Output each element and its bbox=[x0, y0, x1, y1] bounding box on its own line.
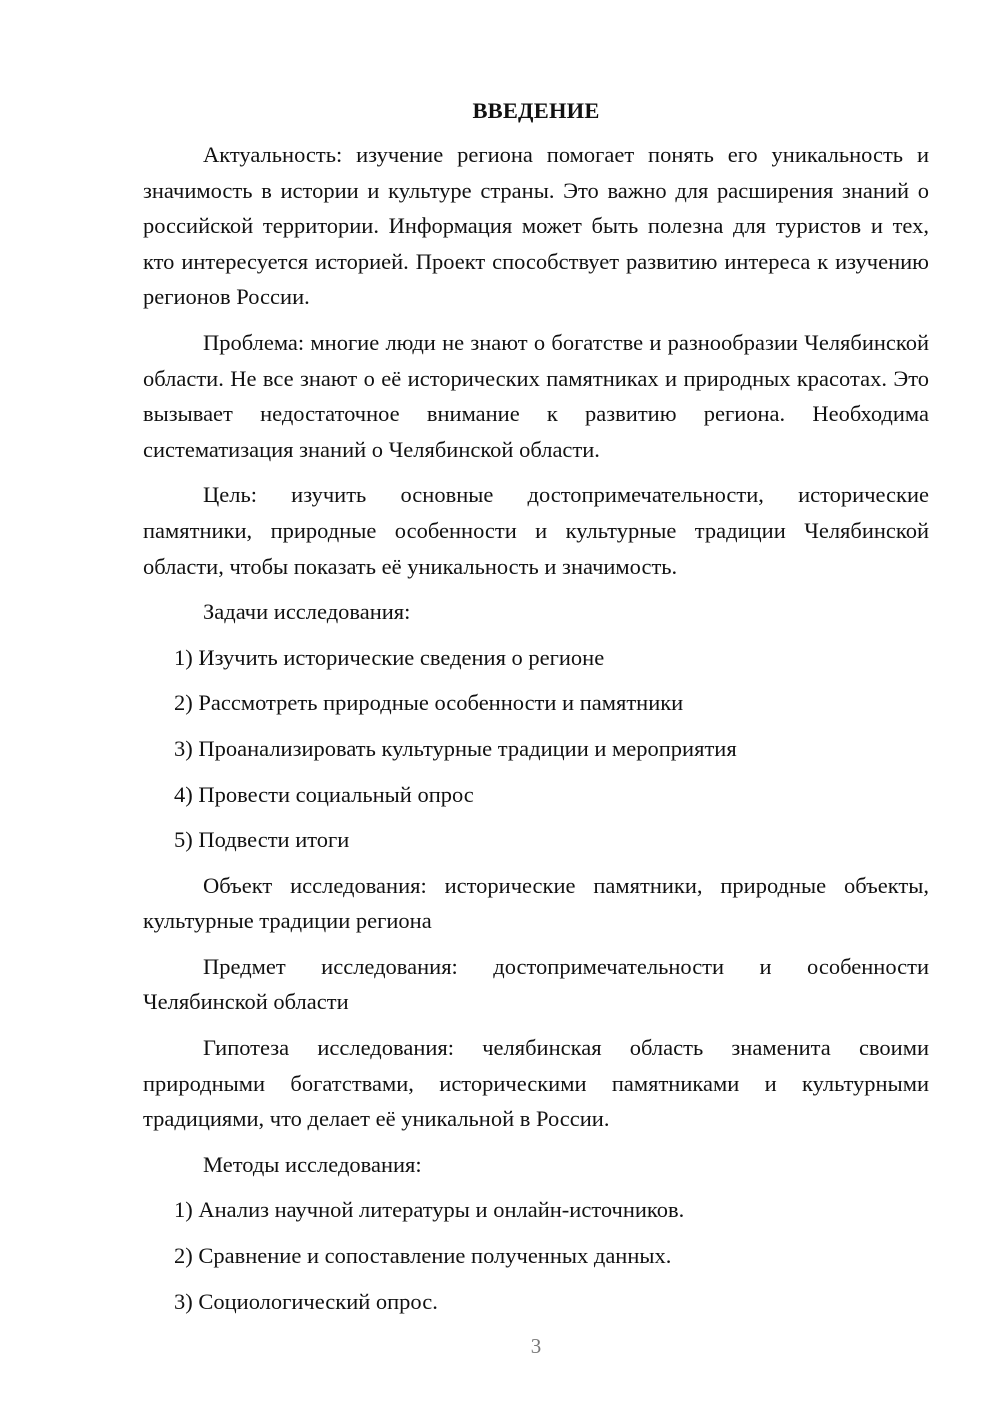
list-item: 3) Социологический опрос. bbox=[174, 1288, 438, 1314]
relevance-paragraph: Актуальность: изучение региона помогает понять его уникальность и значимость в истории и культуре страны. Это важно для расширения знаний о российской территории. Информация может быть полезна для туристов и тех, кто интересуется историей. Проект способствует развитию интереса к изучению регионов России. bbox=[143, 142, 929, 310]
page-content bbox=[143, 97, 929, 1329]
list-item: 2) Сравнение и сопоставление полученных данных. bbox=[174, 1243, 672, 1269]
tasks-heading: Задачи исследования: bbox=[203, 599, 411, 625]
list-item: 2) Рассмотреть природные особенности и памятники bbox=[174, 690, 684, 716]
list-item: 4) Провести социальный опрос bbox=[174, 781, 474, 807]
subject-paragraph: Предмет исследования: достопримечательности и особенности Челябинской области bbox=[143, 953, 929, 1015]
object-paragraph: Объект исследования: исторические памятники, природные объекты, культурные традиции региона bbox=[143, 872, 929, 934]
list-item: 1) Изучить исторические сведения о регионе bbox=[174, 644, 605, 670]
tasks-list bbox=[143, 640, 929, 858]
page-number: 3 bbox=[530, 1334, 542, 1358]
list-item: 1) Анализ научной литературы и онлайн-источников. bbox=[174, 1197, 685, 1223]
hypothesis-paragraph: Гипотеза исследования: челябинская область знаменита своими природными богатствами, историческими памятниками и культурными традициями, что делает её уникальной в России. bbox=[143, 1035, 929, 1132]
goal-paragraph: Цель: изучить основные достопримечательности, исторические памятники, природные особенности и культурные традиции Челябинской области, чтобы показать её уникальность и значимость. bbox=[143, 482, 929, 579]
page-title: ВВЕДЕНИЕ bbox=[472, 98, 600, 123]
list-item: 5) Подвести итоги bbox=[174, 827, 350, 853]
methods-heading: Методы исследования: bbox=[203, 1151, 422, 1177]
list-item: 3) Проанализировать культурные традиции и мероприятия bbox=[174, 735, 737, 761]
methods-list bbox=[143, 1192, 929, 1319]
problem-paragraph: Проблема: многие люди не знают о богатстве и разнообразии Челябинской области. Не все знают о её исторических памятниках и природных красотах. Это вызывает недостаточное внимание к развитию региона. Необходима систематизация знаний о Челябинской области. bbox=[143, 329, 929, 462]
